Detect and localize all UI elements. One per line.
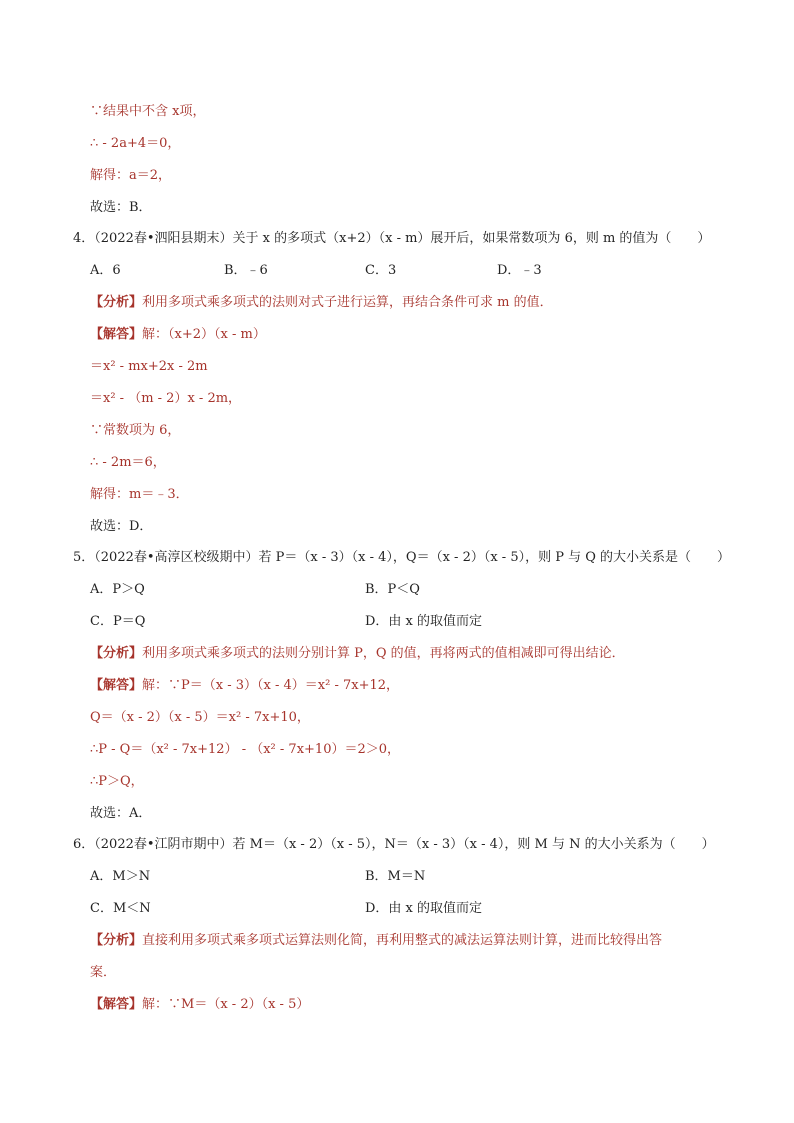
option-d: D．由 x 的取值而定 <box>365 901 483 916</box>
solution-line: ＝x² - （m - 2）x - 2m， <box>90 391 242 406</box>
solution-line: ＝x² - mx+2x - 2m <box>90 359 208 374</box>
analysis <box>90 932 662 950</box>
choice-line: 故选：A． <box>90 806 152 821</box>
question-4: 4．（2022春•泗阳县期末）关于 x 的多项式（x+2）（x - m）展开后，如果常数项为 6，则 m 的值为（ ） <box>73 231 711 246</box>
answer <box>90 677 399 695</box>
answer-text: 解：∵P＝（x - 3）（x - 4）＝x² - 7x+12， <box>142 678 400 693</box>
solution-line: Q＝（x - 2）（x - 5）＝x² - 7x+10， <box>90 710 310 725</box>
analysis-tag: 【分析】 <box>90 295 143 310</box>
answer-tag: 【解答】 <box>90 327 143 342</box>
solution-line: ∵常数项为 6， <box>90 423 181 438</box>
option-c: C．3 <box>365 263 397 278</box>
solution-line: ∵结果中不含 x项， <box>90 104 206 119</box>
answer-tag: 【解答】 <box>90 678 143 693</box>
option-c: C．P＝Q <box>90 614 146 629</box>
choice-line: 故选：B． <box>90 200 152 215</box>
option-d: D．由 x 的取值而定 <box>365 614 483 629</box>
choice-line: 故选：D． <box>90 519 153 534</box>
solution-line: ∴P - Q＝（x² - 7x+12） - （x² - 7x+10）＝2＞0， <box>90 742 401 757</box>
option-c: C．M＜N <box>90 901 151 916</box>
analysis-text: 利用多项式乘多项式的法则分别计算 P，Q 的值，再将两式的值相减即可得出结论． <box>142 646 625 661</box>
option-d: D．﹣3 <box>497 263 542 278</box>
analysis <box>90 294 553 312</box>
solution-line: ∴P＞Q， <box>90 774 144 789</box>
answer <box>90 326 266 344</box>
option-a: A．M＞N <box>90 869 151 884</box>
answer <box>90 996 309 1014</box>
analysis-continued: 案． <box>90 965 117 980</box>
option-b: B．﹣6 <box>224 263 268 278</box>
option-b: B．P＜Q <box>365 582 420 597</box>
solution-line: 解得：m＝﹣3． <box>90 487 189 502</box>
analysis <box>90 645 625 663</box>
answer-tag: 【解答】 <box>90 997 143 1012</box>
solution-line: ∴ - 2m＝6， <box>90 455 166 470</box>
analysis-tag: 【分析】 <box>90 646 143 661</box>
question-5: 5．（2022春•高淳区校级期中）若 P＝（x - 3）（x - 4），Q＝（x - 2）（x - 5），则 P 与 Q 的大小关系是（ ） <box>73 550 731 565</box>
analysis-text: 直接利用多项式乘多项式运算法则化简，再利用整式的减法运算法则计算，进而比较得出答 <box>142 933 663 948</box>
solution-line: ∴ - 2a+4＝0， <box>90 136 181 151</box>
question-6: 6．（2022春•江阴市期中）若 M＝（x - 2）（x - 5），N＝（x - 3）（x - 4），则 M 与 N 的大小关系为（ ） <box>73 837 715 852</box>
option-a: A．P＞Q <box>90 582 145 597</box>
option-b: B．M＝N <box>365 869 426 884</box>
answer-text: 解：（x+2）（x - m） <box>142 327 266 342</box>
answer-text: 解：∵M＝（x - 2）（x - 5） <box>142 997 310 1012</box>
analysis-tag: 【分析】 <box>90 933 143 948</box>
analysis-text: 利用多项式乘多项式的法则对式子进行运算，再结合条件可求 m 的值． <box>142 295 553 310</box>
solution-line: 解得：a＝2， <box>90 168 172 183</box>
option-a: A．6 <box>90 263 121 278</box>
